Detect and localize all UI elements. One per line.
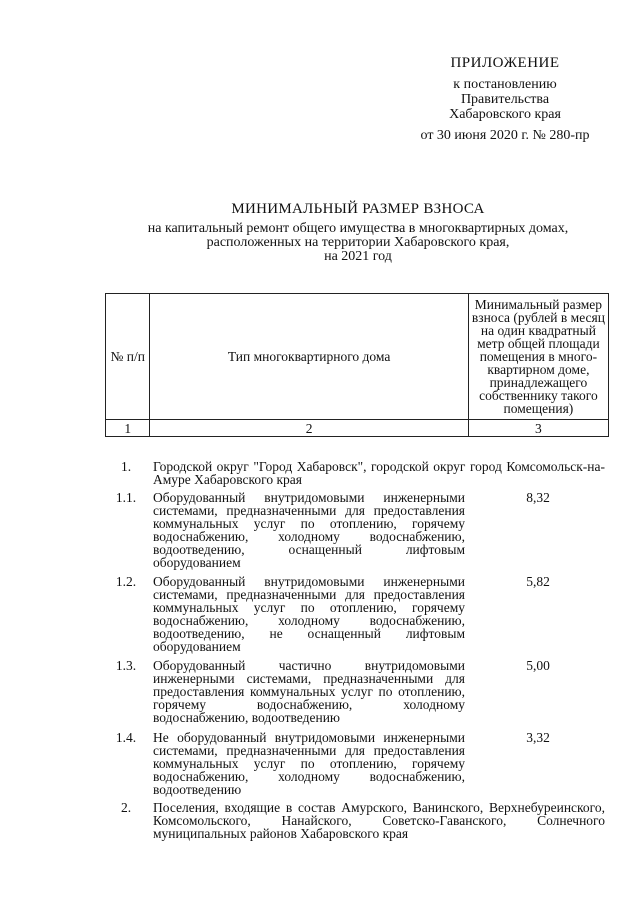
column-number-2: 2 — [150, 420, 468, 437]
appendix-line-1: к постановлению — [453, 77, 557, 92]
appendix-title: ПРИЛОЖЕНИЕ — [450, 55, 560, 71]
row-text: Поселения, входящие в состав Амурского, Ванинского, Верхнебуреинского, Комсомольского, Нанайского, Советско-Гаванского, Солнечного муниципальных районов Хабаровского края — [153, 800, 605, 841]
appendix-date: от 30 июня 2020 г. № 280-пр — [420, 128, 590, 143]
row-text: Оборудованный частично внутридомовыми инженерными системами, предназначенными для предоставления коммунальных услуг по отоплению, горячему водоснабжению, холодному водоснабжению, водоотведению — [153, 658, 465, 725]
row-text: Оборудованный внутридомовыми инженерными системами, предназначенными для предоставления коммунальных услуг по отоплению, горячему водоснабжению, холодному водоснабжению, водоотведению, не оснащенный лифтовым оборудованием — [153, 574, 465, 654]
subtitle-line-1: на капитальный ремонт общего имущества в многоквартирных домах, — [147, 221, 569, 236]
row-value: 5,00 — [526, 658, 550, 673]
row-text: Не оборудованный внутридомовыми инженерными системами, предназначенными для предоставления коммунальных услуг по отоплению, горячему водоснабжению, холодному водоснабжению, водоотведению — [153, 730, 465, 797]
appendix-line-3: Хабаровского края — [449, 107, 561, 122]
row-text: Оборудованный внутридомовыми инженерными системами, предназначенными для предоставления коммунальных услуг по отоплению, горячему водоснабжению, холодному водоснабжению, водоотведению, оснащенный лифтовым оборудованием — [153, 490, 465, 570]
document-title: МИНИМАЛЬНЫЙ РАЗМЕР ВЗНОСА — [231, 201, 485, 217]
table-header — [105, 293, 609, 437]
header-type: Тип многоквартирного дома — [150, 294, 468, 420]
row-number: 1.2. — [115, 574, 137, 589]
row-number: 2. — [120, 800, 132, 815]
header-number: № п/п — [106, 294, 150, 420]
column-number-1: 1 — [106, 420, 150, 437]
row-number: 1.3. — [115, 658, 137, 673]
row-value: 8,32 — [526, 490, 550, 505]
subtitle-line-3: на 2021 год — [324, 249, 392, 264]
subtitle-line-2: расположенных на территории Хабаровского края, — [206, 235, 510, 250]
row-value: 3,32 — [526, 730, 550, 745]
appendix-block — [400, 56, 610, 143]
appendix-line-2: Правительства — [460, 92, 550, 107]
header-min-fee: Минимальный размер взноса (рублей в месяц на один квадратный метр общей площади помещения в много-квартирном доме, принадлежащего собственнику такого помещения) — [468, 294, 608, 420]
document-subtitle — [130, 222, 586, 264]
row-text: Городской округ "Город Хабаровск", городской округ город Комсомольск-на-Амуре Хабаровского края — [153, 459, 605, 487]
row-value: 5,82 — [526, 574, 550, 589]
row-number: 1. — [120, 459, 132, 474]
column-number-3: 3 — [468, 420, 608, 437]
row-number: 1.4. — [115, 730, 137, 745]
row-number: 1.1. — [115, 490, 137, 505]
